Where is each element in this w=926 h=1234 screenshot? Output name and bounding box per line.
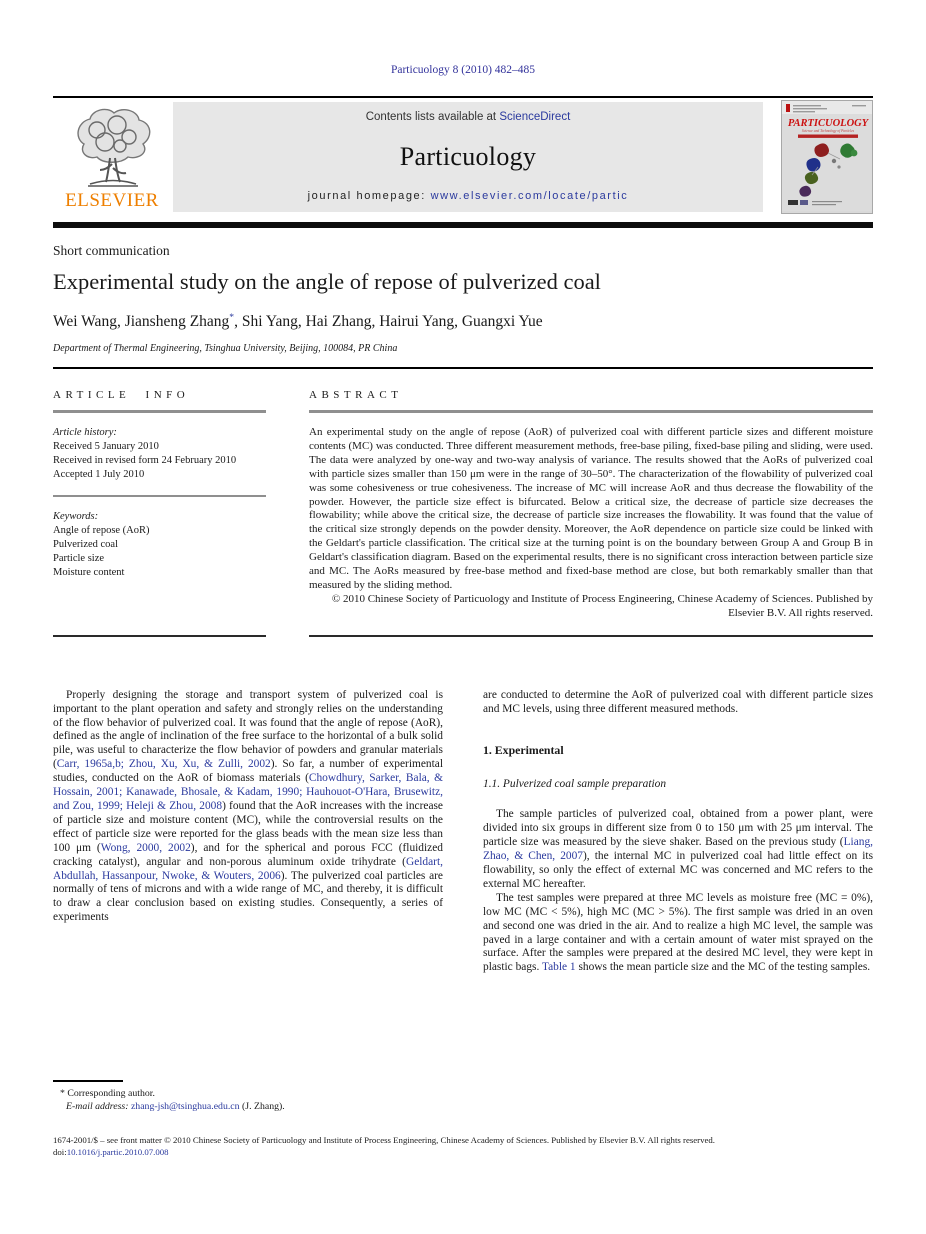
footnote-rule xyxy=(53,1080,123,1082)
sample-prep-paragraph-1: The sample particles of pulverized coal, obtained from a power plant, were divided into six groups in different size from 0 to 150 μm with 25 μm interval. The particle size was measured by the sieve shaker. Based on the previous study (Liang, Zhao, & Chen, 2007), the internal MC in pulverized coal had little effect on its flowability, so only the effect of external MC was concerned and MC refers to the external MC hereafter. xyxy=(483,808,873,890)
inline-link[interactable]: * xyxy=(229,311,235,323)
history-line: Received in revised form 24 February 2010 xyxy=(53,455,237,467)
cover-title: PARTICUOLOGY xyxy=(787,118,869,129)
masthead-center-panel xyxy=(173,102,763,212)
journal-citation-header: Particuology 8 (2010) 482–485 xyxy=(390,64,536,76)
keywords-divider-rule xyxy=(53,495,266,497)
body-text xyxy=(53,689,873,976)
elsevier-logo[interactable] xyxy=(53,102,171,212)
section-1-heading: 1. Experimental xyxy=(483,742,564,757)
issn-copyright-line: 1674-2001/$ – see front matter © 2010 Chinese Society of Particuology and Institute of Process Engineering, Chinese Academy of Sciences. Published by Elsevier B.V. All rights reserved. xyxy=(53,1135,716,1145)
article-info-heading: ARTICLE INFO xyxy=(53,389,190,402)
keyword-line: Pulverized coal xyxy=(53,539,119,551)
keywords-label: Keywords: xyxy=(53,511,99,523)
inline-link[interactable]: Wong, 2000, 2002 xyxy=(100,841,191,854)
article-type-label: Short communication xyxy=(53,243,170,258)
history-line: Accepted 1 July 2010 xyxy=(53,469,145,481)
history-line: Received 5 January 2010 xyxy=(53,441,159,453)
intro-paragraph: Properly designing the storage and transport system of pulverized coal is important to the plant operation and safety and strongly relies on the understanding of the flow behavior of pulverized coal. It was found that the angle of repose (AoR), defined as the angle of inclination of the free surface to the horizontal of a bulk solid pile, was useful to characterize the flow behavior of powders and granular materials (Carr, 1965a,b; Zhou, Xu, Xu, & Zulli, 2002). So far, a number of experimental studies, conducted on the AoR of biomass materials (Chowdhury, Sarker, Bala, & Hossain, 2001; Kanawade, Bhosale, & Kadam, 1990; Hauhouot-O'Hara, Brusewitz, and Zou, 1999; Heleji & Zhou, 2008) found that the AoR increases with the increase of particle size and moisture content (MC), while the controversial results on the effect of particle size were reported for the glass beads with the mean size less than 100 μm (Wong, 2000, 2002), and for the spherical and porous FCC (fluidized cracking catalyst), angular and non-porous aluminum oxide trihydrate (Geldart, Abdullah, Hassanpour, Nwoke, & Wouters, 2006). The pulverized coal particles are normally of tens of microns and with a wide range of MC, and thereby, it is difficult to draw a clear conclusion based on existing studies. Consequently, a series of experiments xyxy=(53,688,443,924)
doi-line: doi:10.1016/j.partic.2010.07.008 xyxy=(53,1147,169,1157)
contents-lists-line: Contents lists available at ScienceDirect xyxy=(365,111,571,123)
elsevier-wordmark: ELSEVIER xyxy=(65,190,159,211)
abstract-text: An experimental study on the angle of repose (AoR) of pulverized coal with different particle sizes and different moisture contents (MC) was conducted. Three different measurement methods, free-base piling, fixed-base piling and sliding, were used. The data were analyzed by one-way and two-way analysis of variance. The results showed that the AoRs of pulverized coal with particle sizes smaller than 150 μm were in the range of 30–50°. The characterization of the flowability of pulverized coal was some cohesiveness or true cohesiveness. The increase of MC will increase AoR and thus decrease the flowability of the powder. However, the particle size effect is bifurcated. Below a critical size, the decrease of particle size decreases the flowability; while above the critical size, the decrease of particle size increases the flowability. It was found that the value of the critical size strongly depends on the powder density. Moreover, the AoR dependence on particle size could be linked with the Geldart's particle classification. The critical size at the turning point is on the boundary between Group A and Group B in Geldart's classification diagram. Based on the experimental results, there is no significant cross interaction between particle size and MC. The AoRs measured by free-base method and fixed-base method are close, but both remarkably smaller than that measured by the sliding method. xyxy=(309,426,873,591)
inline-link[interactable]: Carr, 1965a,b; Zhou, Xu, Xu, & Zulli, 2002 xyxy=(56,758,271,771)
abstract-copyright: © 2010 Chinese Society of Particuology and Institute of Process Engineering, Chinese Academy of Sciences. Published by Elsevier B.V. All rights reserved. xyxy=(331,592,873,619)
masthead-divider-bar xyxy=(53,222,873,228)
elsevier-tree-icon xyxy=(62,104,162,190)
keyword-line: Particle size xyxy=(53,553,105,565)
body-column-right xyxy=(483,689,873,976)
inline-link[interactable]: www.elsevier.com/locate/partic xyxy=(430,190,629,202)
section-1-1-heading: 1.1. Pulverized coal sample preparation xyxy=(483,778,667,791)
masthead xyxy=(53,102,873,212)
keyword-line: Angle of repose (AoR) xyxy=(53,525,150,537)
corresponding-author-footnote xyxy=(53,1080,443,1113)
inline-link[interactable]: zhang-jsh@tsinghua.edu.cn xyxy=(130,1101,240,1112)
history-label: Article history: xyxy=(53,427,117,439)
inline-link[interactable]: ScienceDirect xyxy=(499,111,571,123)
cover-subtitle: Science and Technology of Particles xyxy=(801,129,855,133)
email-line: E-mail address: zhang-jsh@tsinghua.edu.cn (J. Zhang). xyxy=(66,1101,285,1112)
top-rule xyxy=(53,96,873,98)
author-line: Wei Wang, Jiansheng Zhang*, Shi Yang, Hai Zhang, Hairui Yang, Guangxi Yue xyxy=(53,311,543,331)
page-title: Experimental study on the angle of repose of pulverized coal xyxy=(53,269,601,294)
intro-continuation: are conducted to determine the AoR of pulverized coal with different particle sizes and MC levels, using three different measured methods. xyxy=(483,688,873,715)
cover-logo-mark xyxy=(786,104,790,112)
corresponding-author-line: * Corresponding author. xyxy=(60,1088,155,1099)
journal-cover-thumbnail[interactable] xyxy=(781,100,873,214)
sample-prep-paragraph-2: The test samples were prepared at three MC levels as moisture free (MC = 0%), low MC (MC < 5%), high MC (MC > 5%). The first sample was dried in an oven and second one was dried in the air. And to realize a high MC level, the sample was paved in a large container and with a certain amount of water mist sprayed on the surface. After the samples were prepared at the desired MC level, they were kept in plastic bags. Table 1 shows the mean particle size and the MC of the testing samples. xyxy=(483,891,873,974)
journal-homepage-line: journal homepage: www.elsevier.com/locate/partic xyxy=(307,190,629,202)
inline-link[interactable]: 10.1016/j.partic.2010.07.008 xyxy=(66,1147,169,1157)
abstract-column xyxy=(309,369,873,637)
info-abstract-section xyxy=(53,369,873,637)
copyright-footer xyxy=(53,1134,873,1158)
inline-link[interactable]: Table 1 xyxy=(541,961,576,974)
journal-title: Particuology xyxy=(399,141,537,171)
abstract-heading: ABSTRACT xyxy=(309,389,403,402)
inline-link[interactable]: Geldart, Abdullah, Hassanpour, Nwoke, & Wouters, 2006 xyxy=(53,855,443,882)
article-info-column xyxy=(53,369,266,637)
inline-link[interactable]: Chowdhury, Sarker, Bala, & Hossain, 2001; Kanawade, Bhosale, & Kadam, 1990; Hauhouot-O'Hara, Brusewitz, and Zou, 1999; Heleji & Zhou, 2008 xyxy=(53,772,443,812)
article-info-rule xyxy=(53,410,266,413)
keyword-line: Moisture content xyxy=(53,567,125,579)
body-column-left xyxy=(53,689,443,976)
abstract-rule xyxy=(309,410,873,413)
inline-link[interactable]: Liang, Zhao, & Chen, 2007 xyxy=(483,836,873,863)
affiliation-line: Department of Thermal Engineering, Tsinghua University, Beijing, 100084, PR China xyxy=(53,343,398,355)
